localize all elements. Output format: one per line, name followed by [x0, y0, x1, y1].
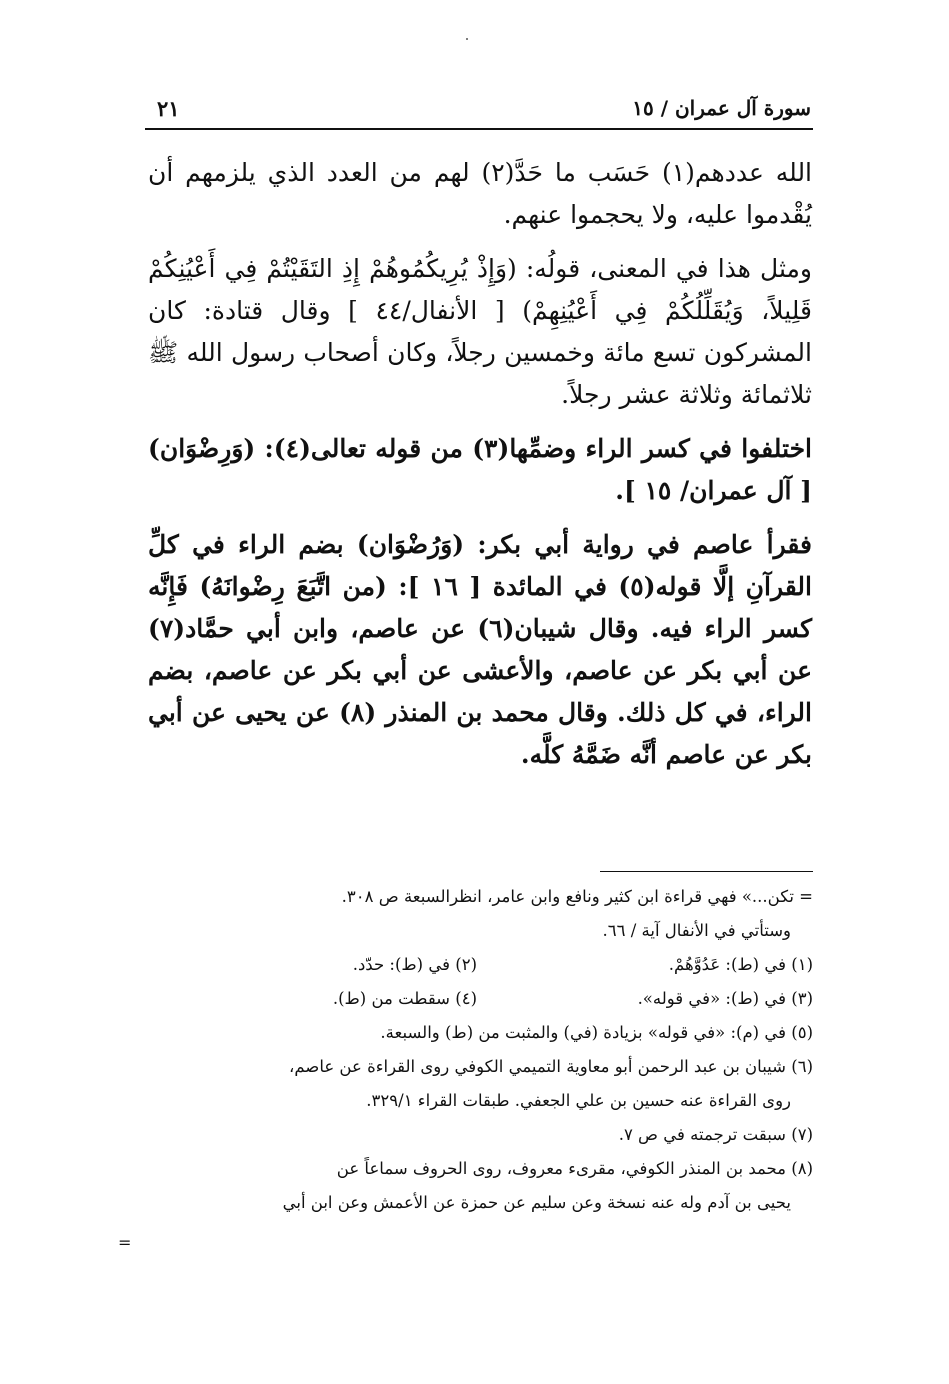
footnote-8-cont: يحيى بن آدم وله عنه نسخة وعن سليم عن حمزة عن الأعمش وعن ابن أبي: [282, 1193, 791, 1212]
footnote-continuation-2: وستأتي في الأنفال آية / ٦٦.: [602, 921, 791, 940]
footnote-3: (٣) في (ط): «في قوله».: [637, 989, 813, 1008]
footnote-6: (٦) شيبان بن عبد الرحمن أبو معاوية التميمي الكوفي روى القراءة عن عاصم،: [289, 1057, 813, 1076]
paragraph-3: اختلفوا في كسر الراء وضمِّها(٣) من قوله تعالى(٤): (وَرِضْوَان) [ آل عمران/ ١٥ ].: [148, 434, 813, 505]
footnote-row-1-2: [150, 948, 813, 982]
paragraph-1: الله عددهم(١) حَسَب ما حَدَّ(٢) لهم من العدد الذي يلزمهم أن يُقْدموا عليه، ولا يحجموا عنهم.: [148, 158, 813, 229]
continuation-mark: =: [118, 1233, 132, 1252]
footnote-4: (٤) سقطت من (ط).: [332, 989, 477, 1008]
footnote-continuation: = تكن...» فهي قراءة ابن كثير ونافع وابن عامر، انظرالسبعة ص ٣٠٨.: [341, 887, 813, 906]
footnote-2: (٢) في (ط): حدّد.: [352, 955, 477, 974]
footnote-6-cont: روى القراءة عنه حسين بن علي الجعفي. طبقات القراء ٣٢٩/١.: [366, 1091, 791, 1110]
paragraph-4: فقرأ عاصم في رواية أبي بكر: (وَرُضْوَان) بضم الراء في كلِّ القرآنِ إلَّا قوله(٥) في المائدة [ ١٦ ]: (من اتَّبَعَ رِضْوانَهُ) فَإِنَّه كسر الراء فيه. وقال شيبان(٦) عن عاصم، وابن أبي حمَّاد(٧) عن أبي بكر عن عاصم، والأعشى عن أبي بكر عن عاصم، بضم الراء، في كل ذلك. وقال محمد بن المنذر (٨) عن يحيى عن أبي بكر عن عاصم أنَّه ضَمَّهُ كلَّه.: [148, 530, 813, 769]
footnotes: [150, 880, 813, 1220]
speck-mark: [466, 38, 468, 40]
footnote-row-3-4: [150, 982, 813, 1016]
main-text: [148, 152, 812, 776]
footnote-8: (٨) محمد بن المنذر الكوفي، مقرىء معروف، روى الحروف سماعاً عن: [336, 1159, 813, 1178]
running-header: [145, 96, 811, 126]
footnote-separator: [600, 871, 813, 872]
header-rule: [145, 128, 813, 130]
footnote-1: (١) في (ط): عَدُوَّهُمْ.: [668, 955, 813, 974]
footnote-7: (٧) سبقت ترجمته في ص ٧.: [618, 1125, 813, 1144]
paragraph-2: ومثل هذا في المعنى، قولُه: (وَإِذْ يُرِيكُمُوهُمْ إِذِ التَقَيْتُمْ فِي أَعْيُنِكُمْ قَلِيلاً، وَيُقَلِّلُكُمْ فِي أَعْيُنِهِمْ) [ الأنفال/٤٤ ] وقال قتادة: كان المشركون تسع مائة وخمسين رجلاً، وكان أصحاب رسول الله ﷺ ثلاثمائة وثلاثة عشر رجلاً.: [148, 254, 812, 409]
page-number: ٢١: [157, 96, 180, 121]
footnote-5: (٥) في (م): «في قوله» بزيادة (في) والمثبت من (ط) والسبعة.: [380, 1023, 813, 1042]
chapter-title: سورة آل عمران / ١٥: [632, 96, 811, 120]
